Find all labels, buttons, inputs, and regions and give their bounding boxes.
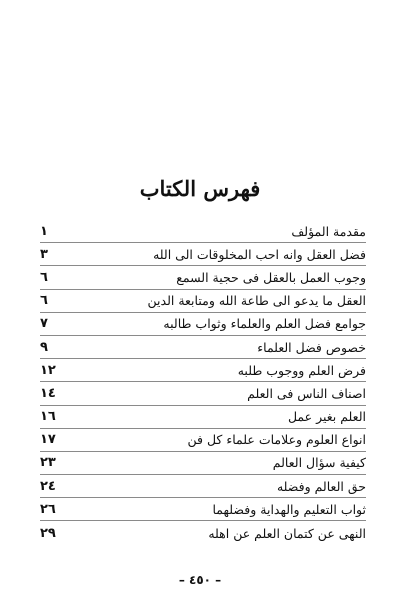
toc-page-number: ٦ <box>40 293 48 309</box>
toc-entry-title: وجوب العمل بالعقل فى حجية السمع <box>176 269 366 285</box>
toc-row <box>40 359 366 382</box>
toc-row <box>40 429 366 452</box>
toc-row <box>40 382 366 405</box>
toc-page-number: ٧ <box>40 316 48 332</box>
toc-entry-title: كيفية سؤال العالم <box>272 455 366 471</box>
toc-row <box>40 406 366 429</box>
toc-page-number: ١ <box>40 223 48 239</box>
toc-row <box>40 243 366 266</box>
toc-page-number: ١٢ <box>40 362 56 378</box>
toc-row <box>40 521 366 544</box>
toc-entry-title: جوامع فضل العلم والعلماء وثواب طالبه <box>163 316 366 332</box>
toc-entry-title: اصناف الناس فى العلم <box>247 385 366 401</box>
toc-page-number: ١٧ <box>40 432 56 448</box>
toc-entry-title: فرض العلم ووجوب طلبه <box>237 362 366 378</box>
toc-row <box>40 336 366 359</box>
toc-page-number: ٩ <box>40 339 48 355</box>
page-title: فهرس الكتاب <box>139 176 261 201</box>
toc-entry-title: العلم بغير عمل <box>287 409 366 425</box>
toc-entry-title: فضل العقل وانه احب المخلوقات الى الله <box>153 246 366 262</box>
toc-row <box>40 290 366 313</box>
toc-page-number: ٢٦ <box>40 501 56 517</box>
toc-row <box>40 475 366 498</box>
toc-row <box>40 452 366 475</box>
toc-entry-title: العقل ما يدعو الى طاعة الله ومتابعة الدين <box>147 293 366 309</box>
toc-row <box>40 498 366 521</box>
toc-page-number: ٢٤ <box>40 478 56 494</box>
toc-entry-title: حق العالم وفضله <box>276 478 366 494</box>
toc-row <box>40 220 366 243</box>
toc-page-number: ٣ <box>40 246 48 262</box>
page-folio-number: – ٤٥٠ – <box>178 573 222 587</box>
toc-page-number: ١٤ <box>40 385 56 401</box>
toc-page-number: ٦ <box>40 269 48 285</box>
toc-row <box>40 266 366 289</box>
toc-entry-title: النهى عن كتمان العلم عن اهله <box>208 525 366 541</box>
toc-row <box>40 313 366 336</box>
toc-page-number: ١٦ <box>40 409 56 425</box>
table-of-contents <box>40 220 366 545</box>
toc-entry-title: ثواب التعليم والهداية وفضلهما <box>212 501 366 517</box>
toc-entry-title: مقدمة المؤلف <box>291 223 366 239</box>
toc-entry-title: خصوص فضل العلماء <box>257 339 366 355</box>
toc-page-number: ٢٣ <box>40 455 56 471</box>
toc-entry-title: انواع العلوم وعلامات علماء كل فن <box>187 432 366 448</box>
toc-page-number: ٢٩ <box>40 525 56 541</box>
